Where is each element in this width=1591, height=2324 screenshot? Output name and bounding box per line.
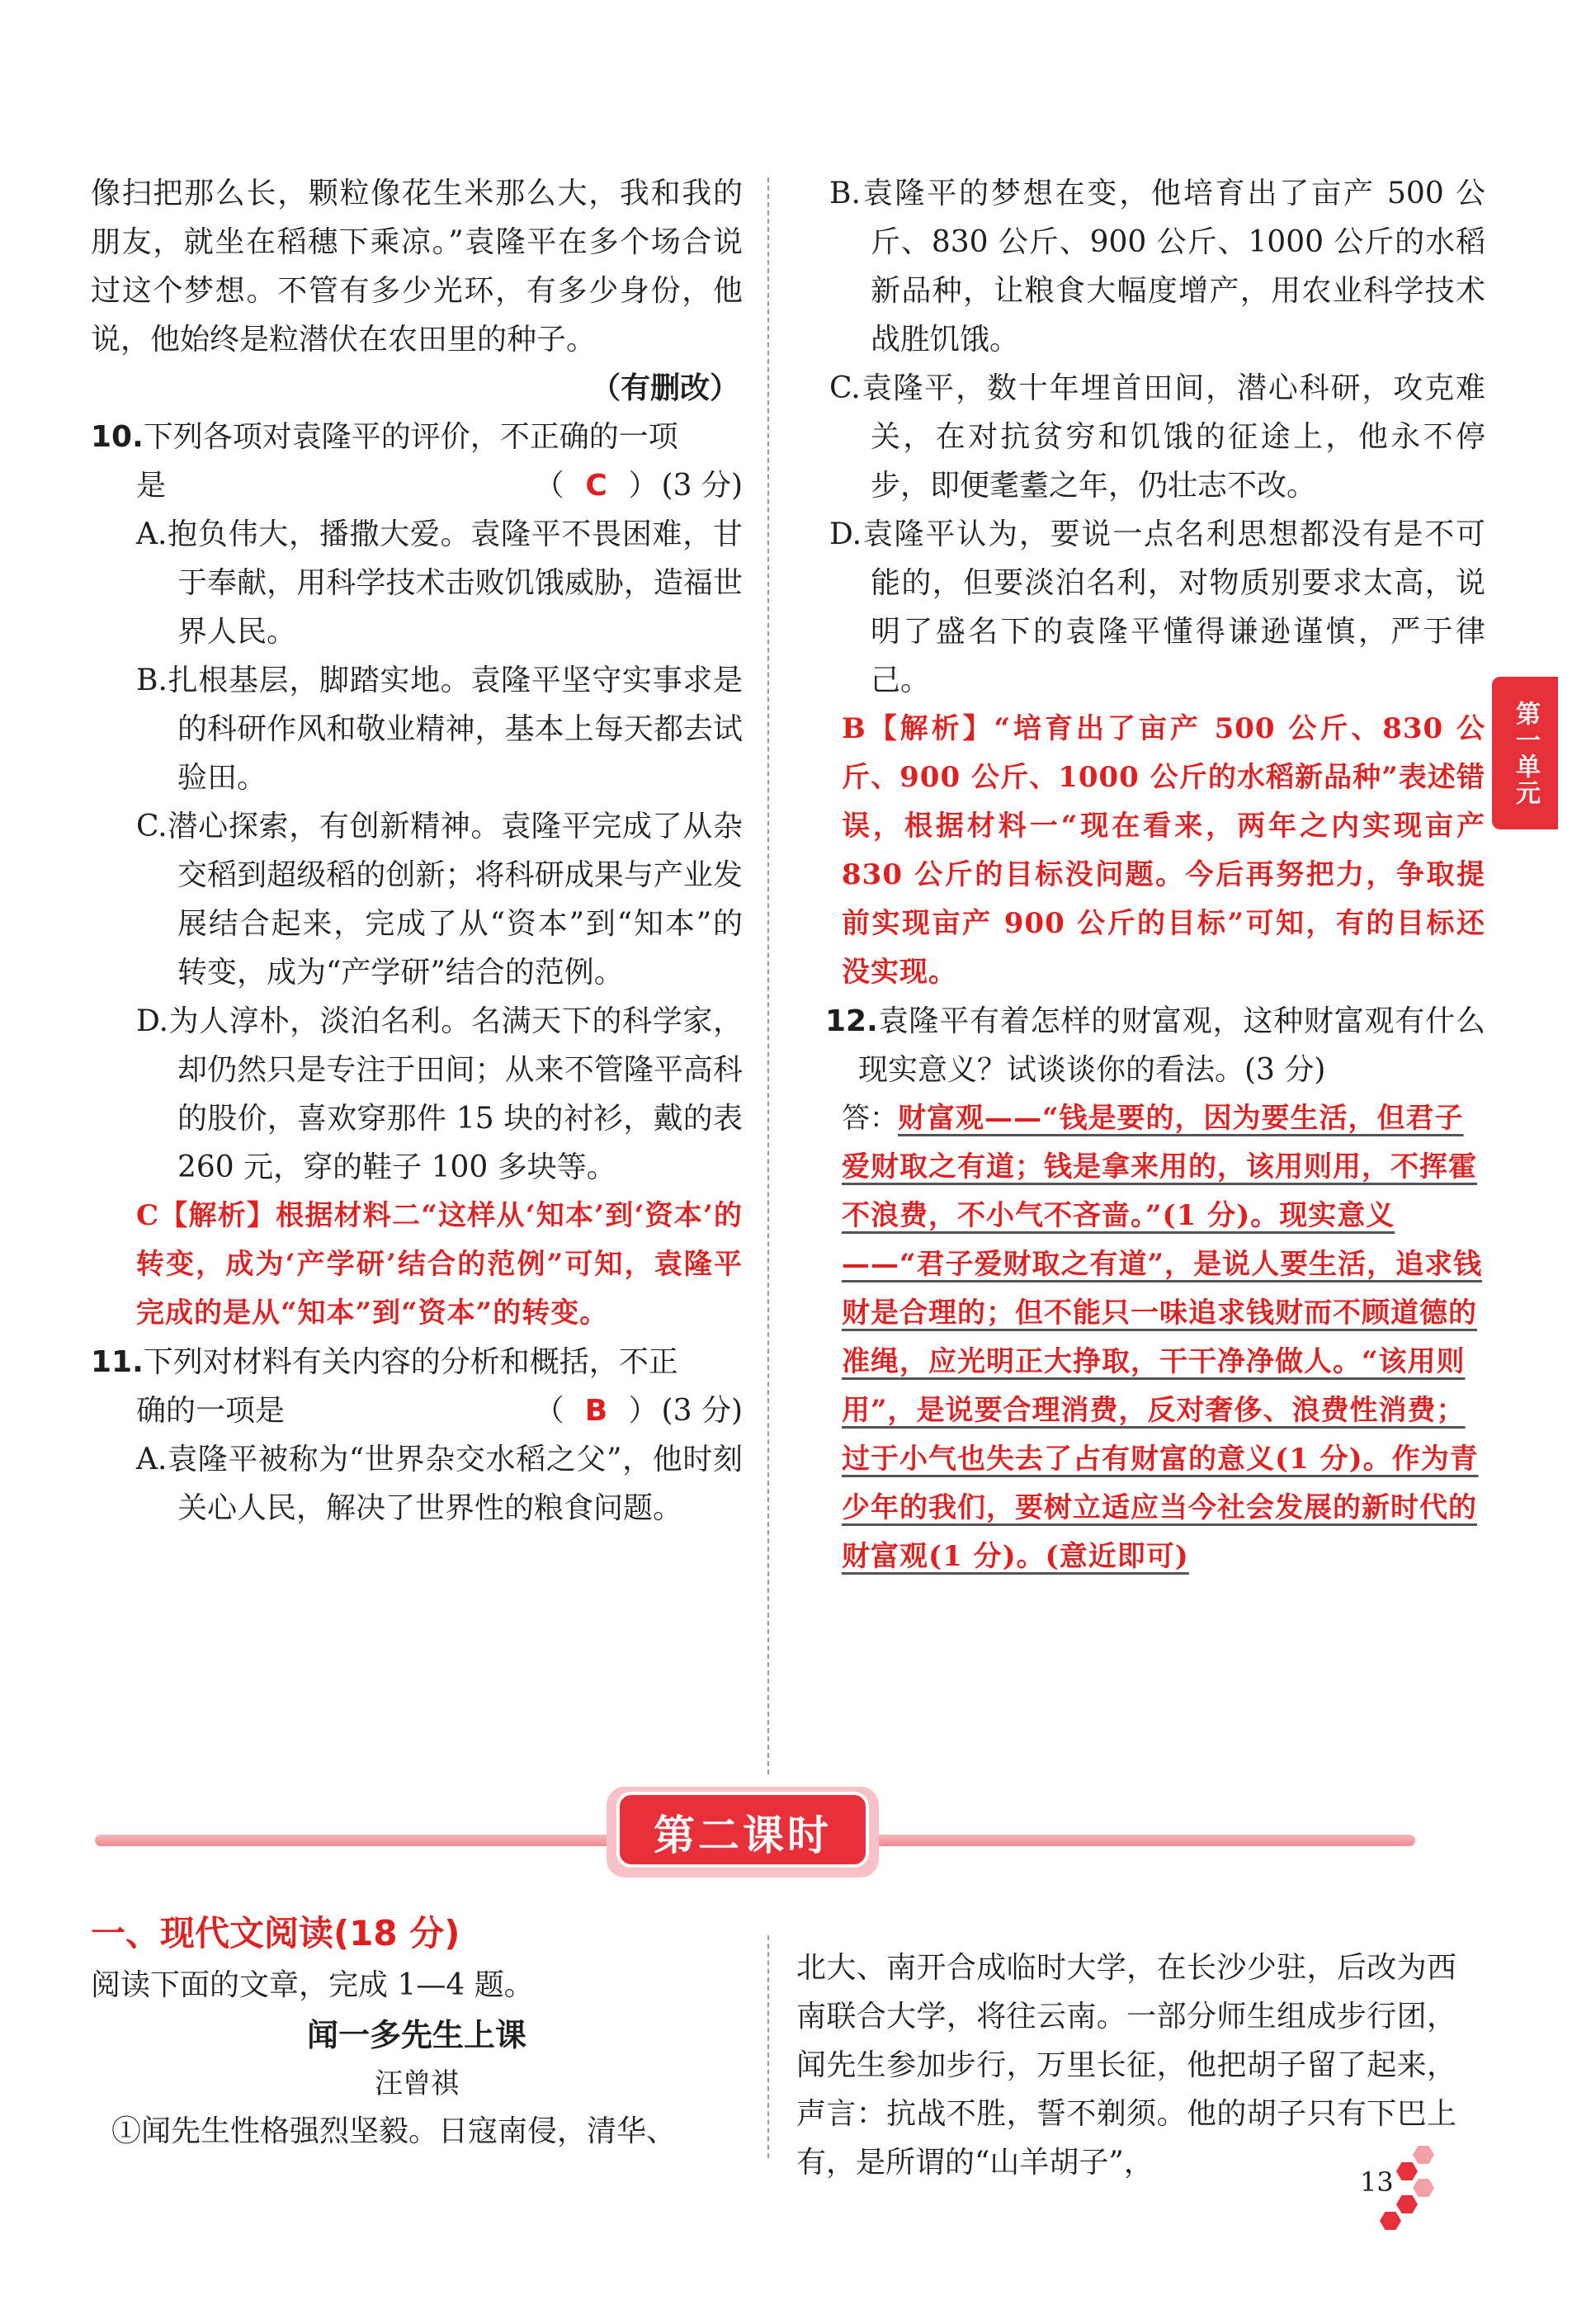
article-author: 汪曾祺 [375, 2067, 459, 2100]
question-10-score: (3 分) [661, 469, 743, 503]
option-label: B. [829, 177, 861, 210]
question-12-number: 12. [825, 1004, 878, 1038]
column-divider-bottom [767, 1935, 769, 2158]
question-12-answer [825, 1094, 1485, 1581]
paren-close: ） [628, 1394, 659, 1428]
question-10-option-b [91, 656, 743, 802]
banner-title: 第二课时 [654, 1811, 832, 1859]
question-11-analysis: B【解析】“培育出了亩产 500 公斤、830 公斤、900 公斤、1000 公斤的水稻新品种”表述错误，根据材料一“现在看来，两年之内实现亩产 830 公斤的目标没问题。今后再努把力，争取提前实现亩产 900 公斤的目标”可知，有的目标还没实现。 [842, 712, 1485, 989]
unit-side-tab [1492, 677, 1558, 829]
option-text: 扎根基层，脚踏实地。袁隆平坚守实事求是的科研作风和敬业精神，基本上每天都去试验田。 [167, 664, 743, 795]
paren-open: （ [534, 469, 564, 503]
question-11-stem-cont [91, 1386, 743, 1435]
column-divider-top [767, 177, 769, 1774]
question-10 [91, 413, 743, 1338]
question-11-stem [91, 1338, 743, 1386]
option-text: 潜心探索，有创新精神。袁隆平完成了从杂交稻到超级稻的创新；将科研成果与产业发展结合起来，完成了从“资本”到“知本”的转变，成为“产学研”结合的范例。 [167, 810, 743, 990]
option-label: D. [829, 517, 862, 551]
article-paragraph-1-cont: 北大、南开合成临时大学，在长沙少驻，后改为西南联合大学，将往云南。一部分师生组成步行团，闻先生参加步行，万里长征，他把胡子留了起来，声言：抗战不胜，誓不剃须。他的胡子只有下巴上有，是所谓的“山羊胡子”， [796, 1951, 1456, 2180]
article-title: 闻一多先生上课 [306, 2017, 526, 2053]
question-10-stem [91, 413, 743, 461]
question-10-text: 下列各项对袁隆平的评价，不正确的一项 [143, 420, 678, 454]
question-11 [91, 1338, 743, 1533]
question-11-answer-box [535, 1386, 743, 1435]
option-label: A. [136, 1443, 168, 1476]
option-text: 袁隆平认为，要说一点名利思想都没有是不可能的，但要淡泊名利，对物质别要求太高，说明了盛名下的袁隆平懂得谦逊谨慎，严于律己。 [862, 517, 1485, 697]
answer-text: 财富观——“钱是要的，因为要生活，但君子爱财取之有道；钱是拿来用的，该用则用，不挥霍不浪费，不小气不吝啬。”(1 分)。现实意义——“君子爱财取之有道”，是说人要生活，追求钱财是合理的；但不能只一味追求钱财而不顾道德的准绳，应光明正大挣取，干干净净做人。“该用则用”，是说要合理消费，反对奢侈、浪费性消费；过于小气也失去了占有财富的意义(1 分)。作为青少年的我们，要树立适应当今社会发展的新时代的财富观(1 分)。(意近即可) [842, 1102, 1483, 1573]
question-11-option-d [825, 510, 1485, 705]
passage-end: 像扫把那么长，颗粒像花生米那么大，我和我的朋友，就坐在稻穗下乘凉。”袁隆平在多个场合说过这个梦想。不管有多少光环，有多少身份，他说，他始终是粒潜伏在农田里的种子。 [91, 177, 743, 357]
question-10-stem-cont [91, 461, 743, 510]
option-text: 袁隆平的梦想在变，他培育出了亩产 500 公斤、830 公斤、900 公斤、1000 公斤的水稻新品种，让粮食大幅度增产，用农业科学技术战胜饥饿。 [860, 177, 1485, 357]
question-10-answer: C [585, 469, 607, 503]
question-12-text: 袁隆平有着怎样的财富观，这种财富观有什么现实意义？试谈谈你的看法。(3 分) [858, 1004, 1485, 1087]
answer-label: 答： [842, 1102, 898, 1135]
paren-open: （ [534, 1394, 564, 1428]
question-12-stem [825, 997, 1485, 1094]
page-number: 13 [1360, 2166, 1394, 2198]
question-11-text-cont: 确的一项是 [136, 1394, 286, 1428]
unit-side-tab-text: 第一单元 [1511, 700, 1540, 806]
option-label: C. [136, 810, 168, 843]
reading-instruction: 阅读下面的文章，完成 1—4 题。 [91, 1968, 534, 2002]
bottom-right-column [796, 1944, 1456, 2187]
top-left-column [91, 169, 743, 1533]
option-text: 袁隆平被称为“世界杂交水稻之父”，他时刻关心人民，解决了世界性的粮食问题。 [167, 1443, 743, 1525]
option-label: D. [136, 1004, 169, 1038]
question-11-option-c [825, 364, 1485, 510]
source-note: （有删改） [590, 371, 739, 405]
question-10-number: 10. [91, 420, 144, 454]
question-10-option-a [91, 510, 743, 656]
option-text: 抱负伟大，播撒大爱。袁隆平不畏困难，甘于奉献，用科学技术击败饥饿威胁，造福世界人民。 [167, 517, 743, 649]
question-10-text-cont: 是 [136, 469, 167, 503]
question-11-text: 下列对材料有关内容的分析和概括，不正 [143, 1345, 678, 1379]
question-11-score: (3 分) [661, 1394, 743, 1428]
question-11-answer: B [584, 1394, 608, 1428]
question-11-option-a [91, 1435, 743, 1533]
top-right-column [825, 169, 1485, 1581]
bottom-left-column [91, 1906, 743, 2156]
paren-close: ） [628, 469, 659, 503]
question-10-option-c [91, 802, 743, 997]
section-banner [607, 1787, 879, 1878]
question-12 [825, 997, 1485, 1581]
option-text: 袁隆平，数十年埋首田间，潜心科研，攻克难关，在对抗贫穷和饥饿的征途上，他永不停步，即便耄耋之年，仍壮志不改。 [860, 371, 1485, 503]
question-11-option-b [825, 169, 1485, 364]
option-label: A. [136, 517, 168, 551]
section-heading: 一、现代文阅读(18 分) [91, 1913, 460, 1953]
option-label: B. [136, 664, 168, 697]
question-10-option-d [91, 997, 743, 1192]
article-paragraph-1-start: ①闻先生性格强烈坚毅。日寇南侵，清华、 [111, 2114, 677, 2148]
option-label: C. [829, 371, 861, 405]
question-11-number: 11. [91, 1345, 144, 1379]
option-text: 为人淳朴，淡泊名利。名满天下的科学家，却仍然只是专注于田间；从来不管隆平高科的股价，喜欢穿那件 15 块的衬衫，戴的表 260 元，穿的鞋子 100 多块等。 [168, 1004, 743, 1184]
question-10-answer-box [535, 461, 743, 510]
question-10-analysis: C【解析】根据材料二“这样从‘知本’到‘资本’的转变，成为‘产学研’结合的范例”可知，袁隆平完成的是从“知本”到“资本”的转变。 [136, 1199, 743, 1330]
